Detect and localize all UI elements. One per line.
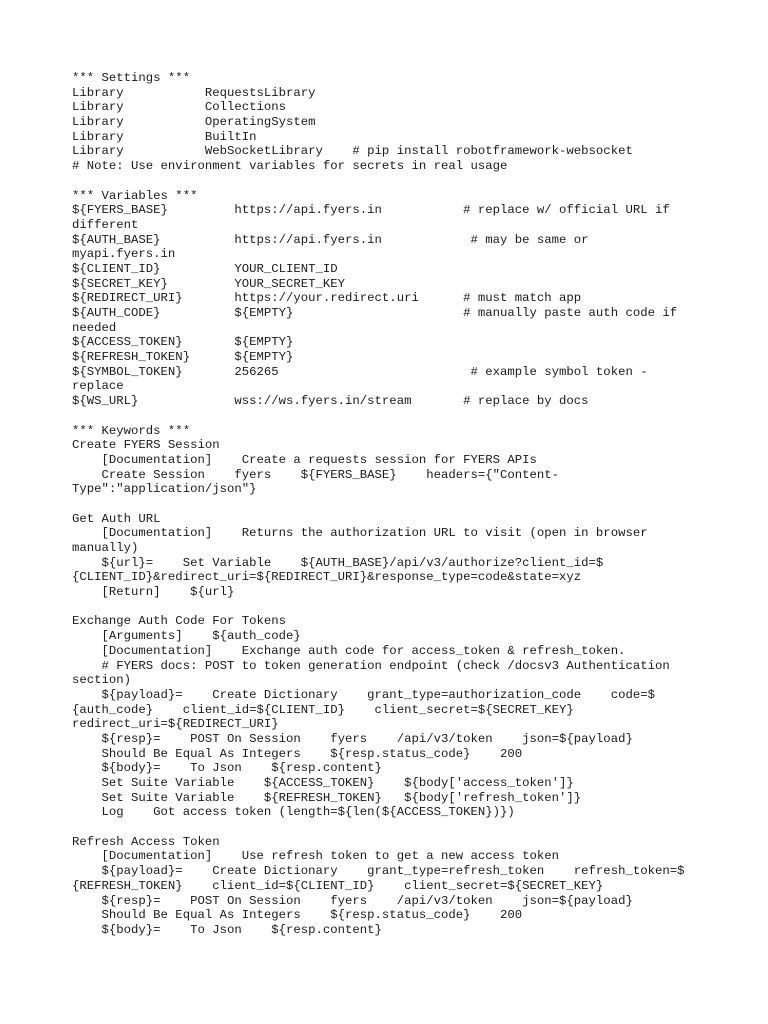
code-line: manually) [72,541,139,555]
code-line: needed [72,320,117,335]
code-line: ${ACCESS_TOKEN} ${EMPTY} [72,335,294,350]
code-line [72,409,712,424]
code-line [72,820,712,835]
code-line: Set Suite Variable ${REFRESH_TOKEN} ${body['refresh_token']} [72,790,582,805]
code-line: section) [72,673,132,688]
code-line: Get Auth URL [72,511,161,526]
document-page [72,71,712,938]
code-line: redirect_uri=${REDIRECT_URI} [72,717,279,732]
code-line [72,600,712,615]
code-line: # FYERS docs: POST to token generation endpoint (check /docsv3 Authentication [72,658,670,673]
code-line: ${payload}= Create Dictionary grant_type=authorization_code code=$ [72,687,655,702]
code-line: [Documentation] Use refresh token to get a new access token [72,849,560,864]
code-line: *** Keywords *** [72,423,191,438]
code-line: ${CLIENT_ID} YOUR_CLIENT_ID [72,261,338,276]
code-line: ${body}= To Json ${resp.content} [72,761,382,776]
code-line: ${resp}= POST On Session fyers /api/v3/token json=${payload} [72,731,633,746]
code-line: Type":"application/json"} [72,482,257,497]
code-line: Set Suite Variable ${ACCESS_TOKEN} ${body['access_token']} [72,776,574,790]
code-line: ${WS_URL} wss://ws.fyers.in/stream # replace by docs [72,394,589,409]
code-line: ${AUTH_BASE} https://api.fyers.in # may be same or [72,232,589,247]
code-line: myapi.fyers.in [72,247,176,262]
code-line: replace [72,379,124,394]
code-line: ${body}= To Json ${resp.content} [72,922,382,937]
code-line: Exchange Auth Code For Tokens [72,614,287,629]
code-line [72,497,712,512]
code-line: Should Be Equal As Integers ${resp.status_code} 200 [72,746,523,761]
code-line: *** Settings *** [72,71,191,85]
code-line: ${payload}= Create Dictionary grant_type=refresh_token refresh_token=$ [72,864,685,879]
code-line: Create Session fyers ${FYERS_BASE} headers={"Content- [72,467,560,482]
code-line: [Documentation] Create a requests session for FYERS APIs [72,452,537,467]
code-line: # Note: Use environment variables for secrets in real usage [72,159,508,174]
code-line: Should Be Equal As Integers ${resp.status_code} 200 [72,908,523,923]
code-line: *** Variables *** [72,188,198,203]
code-line: Library Collections [72,100,287,115]
code-line: Library OperatingSystem [72,115,316,130]
code-line: [Return] ${url} [72,585,235,600]
code-line: {auth_code} client_id=${CLIENT_ID} client_secret=${SECRET_KEY} [72,702,574,717]
code-line: Library WebSocketLibrary # pip install robotframework-websocket [72,144,633,159]
code-line: Library RequestsLibrary [72,85,316,100]
code-line: {REFRESH_TOKEN} client_id=${CLIENT_ID} client_secret=${SECRET_KEY} [72,878,604,893]
code-line: [Documentation] Returns the authorization URL to visit (open in browser [72,526,648,541]
code-line: {CLIENT_ID}&redirect_uri=${REDIRECT_URI}&response_type=code&state=xyz [72,570,582,585]
code-line: [Arguments] ${auth_code} [72,629,301,644]
code-line: ${SECRET_KEY} YOUR_SECRET_KEY [72,276,346,291]
code-line: Create FYERS Session [72,438,220,453]
code-line: ${resp}= POST On Session fyers /api/v3/token json=${payload} [72,893,633,908]
code-line: ${FYERS_BASE} https://api.fyers.in # replace w/ official URL if [72,203,670,218]
code-line: Log Got access token (length=${len(${ACCESS_TOKEN})}) [72,805,515,820]
code-line: different [72,217,139,232]
code-line: ${REFRESH_TOKEN} ${EMPTY} [72,350,294,365]
code-line: Library BuiltIn [72,129,257,144]
code-line: Refresh Access Token [72,834,220,849]
code-line [72,174,712,189]
code-line: ${SYMBOL_TOKEN} 256265 # example symbol token - [72,364,648,379]
code-line: ${REDIRECT_URI} https://your.redirect.uri # must match app [72,291,582,306]
code-line: ${url}= Set Variable ${AUTH_BASE}/api/v3/authorize?client_id=$ [72,555,604,570]
code-line: ${AUTH_CODE} ${EMPTY} # manually paste auth code if [72,306,678,320]
code-line: [Documentation] Exchange auth code for access_token & refresh_token. [72,643,626,658]
